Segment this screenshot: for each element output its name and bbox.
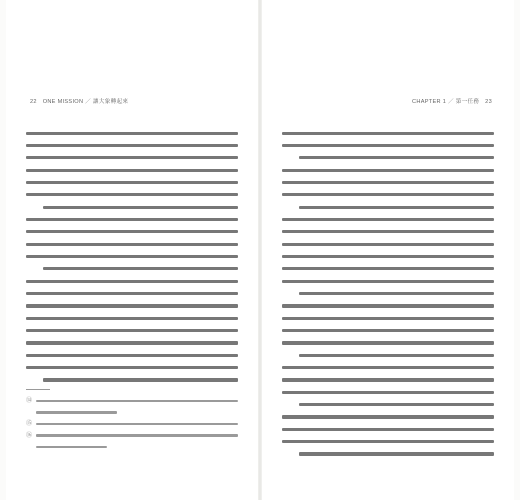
header-separator: ／: [447, 99, 454, 105]
footnote-marker: ⑯: [26, 431, 33, 439]
right-page: [262, 0, 514, 500]
book-subtitle: 讓大象轉起來: [92, 99, 129, 105]
left-running-header: [26, 97, 128, 105]
right-page-number: 23: [485, 99, 492, 105]
chapter-label: CHAPTER 1: [412, 99, 447, 105]
footnote-marker: ⑮: [26, 420, 33, 427]
left-page: [6, 0, 258, 500]
right-body-text: [282, 127, 494, 460]
left-footnotes: [26, 395, 238, 453]
header-separator: ／: [85, 99, 92, 105]
right-running-header: [412, 97, 496, 105]
footnote-divider: [26, 389, 50, 390]
footnote-marker: ⑭: [26, 397, 33, 404]
left-page-number: 22: [30, 99, 37, 105]
book-title: ONE MISSION: [42, 99, 84, 105]
chapter-title: 第一任務: [455, 99, 480, 105]
left-body-text: [26, 127, 238, 386]
